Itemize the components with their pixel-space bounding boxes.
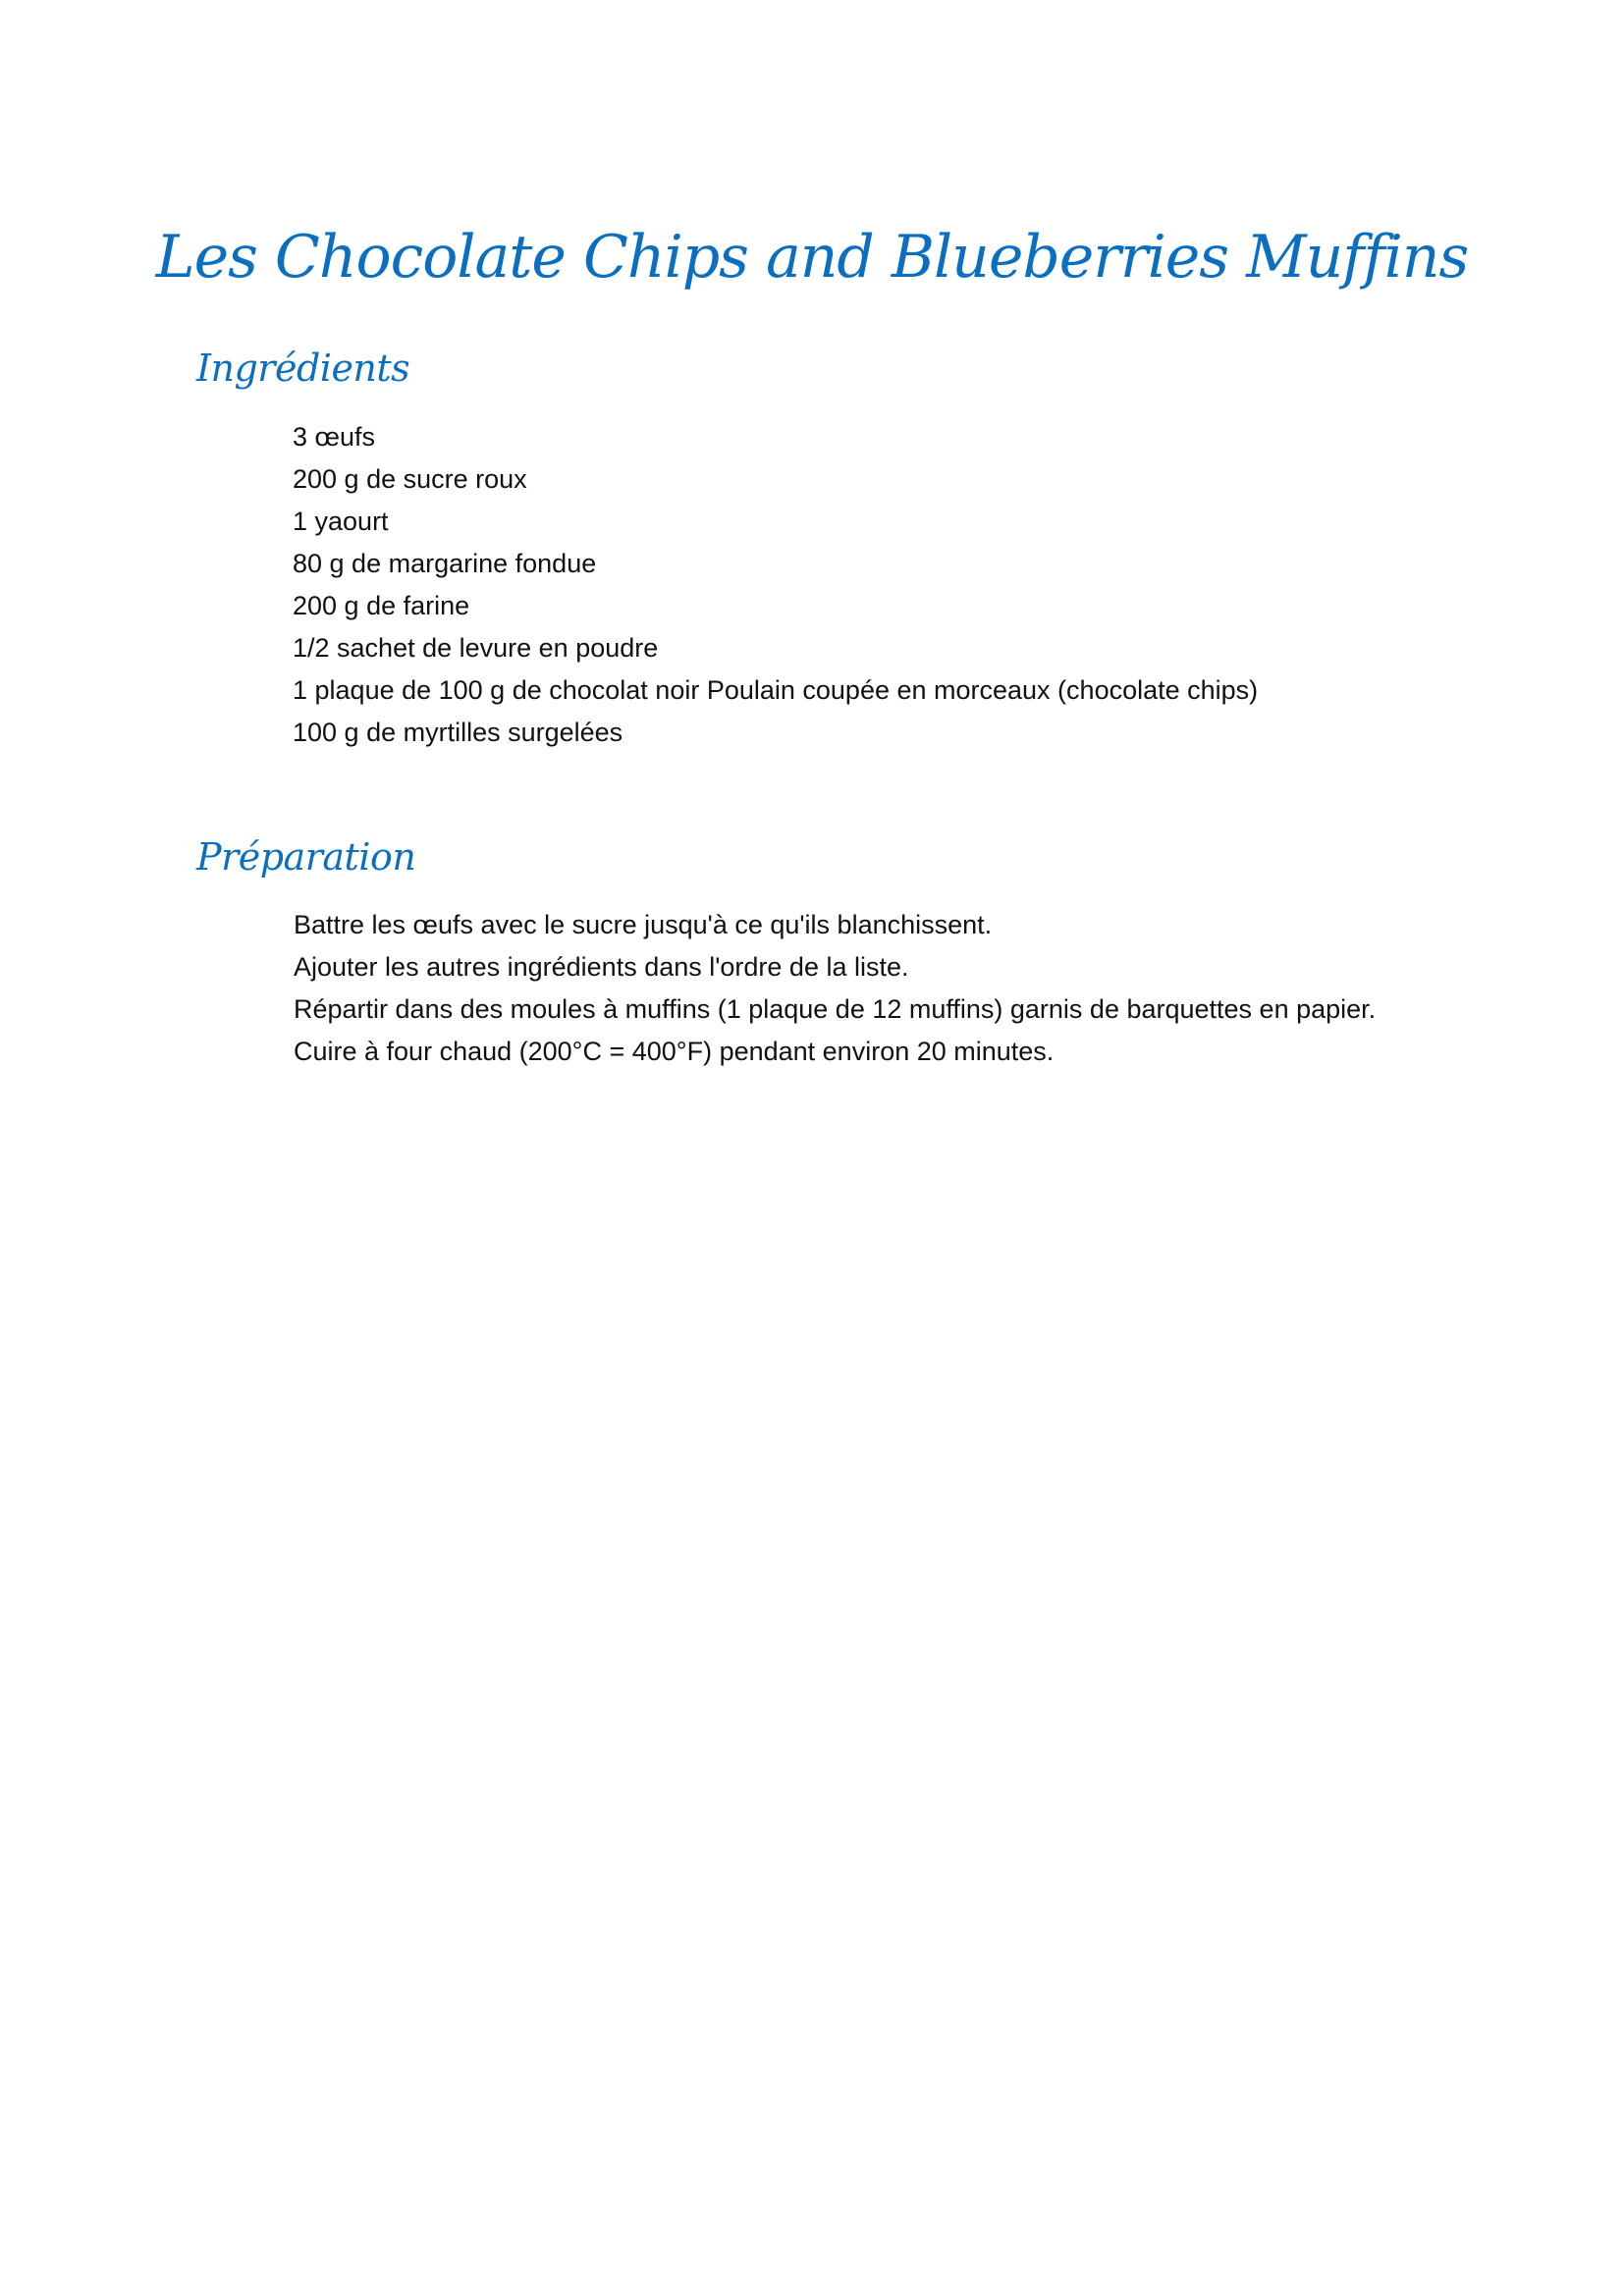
ingredient-item: 1 yaourt [293, 507, 389, 536]
ingredient-item: 200 g de sucre roux [293, 464, 527, 494]
ingredient-item: 1 plaque de 100 g de chocolat noir Poulain coupée en morceaux (chocolate chips) [293, 675, 1259, 705]
ingredient-item: 3 œufs [293, 422, 376, 452]
preparation-steps [294, 904, 1376, 1073]
preparation-step: Battre les œufs avec le sucre jusqu'à ce qu'ils blanchissent. [294, 910, 993, 939]
ingredients-heading: Ingrédients [196, 347, 410, 390]
page-title: Les Chocolate Chips and Blueberries Muffins [155, 223, 1469, 292]
preparation-heading: Préparation [196, 835, 416, 879]
ingredient-item: 1/2 sachet de levure en poudre [293, 633, 659, 663]
preparation-step: Cuire à four chaud (200°C = 400°F) pendant environ 20 minutes. [294, 1037, 1055, 1066]
ingredient-item: 80 g de margarine fondue [293, 549, 597, 578]
ingredients-list [293, 416, 1258, 754]
ingredient-item: 100 g de myrtilles surgelées [293, 718, 623, 747]
ingredient-item: 200 g de farine [293, 591, 470, 620]
preparation-step: Ajouter les autres ingrédients dans l'ordre de la liste. [294, 952, 909, 982]
preparation-step: Répartir dans des moules à muffins (1 plaque de 12 muffins) garnis de barquettes en papier. [294, 994, 1377, 1024]
